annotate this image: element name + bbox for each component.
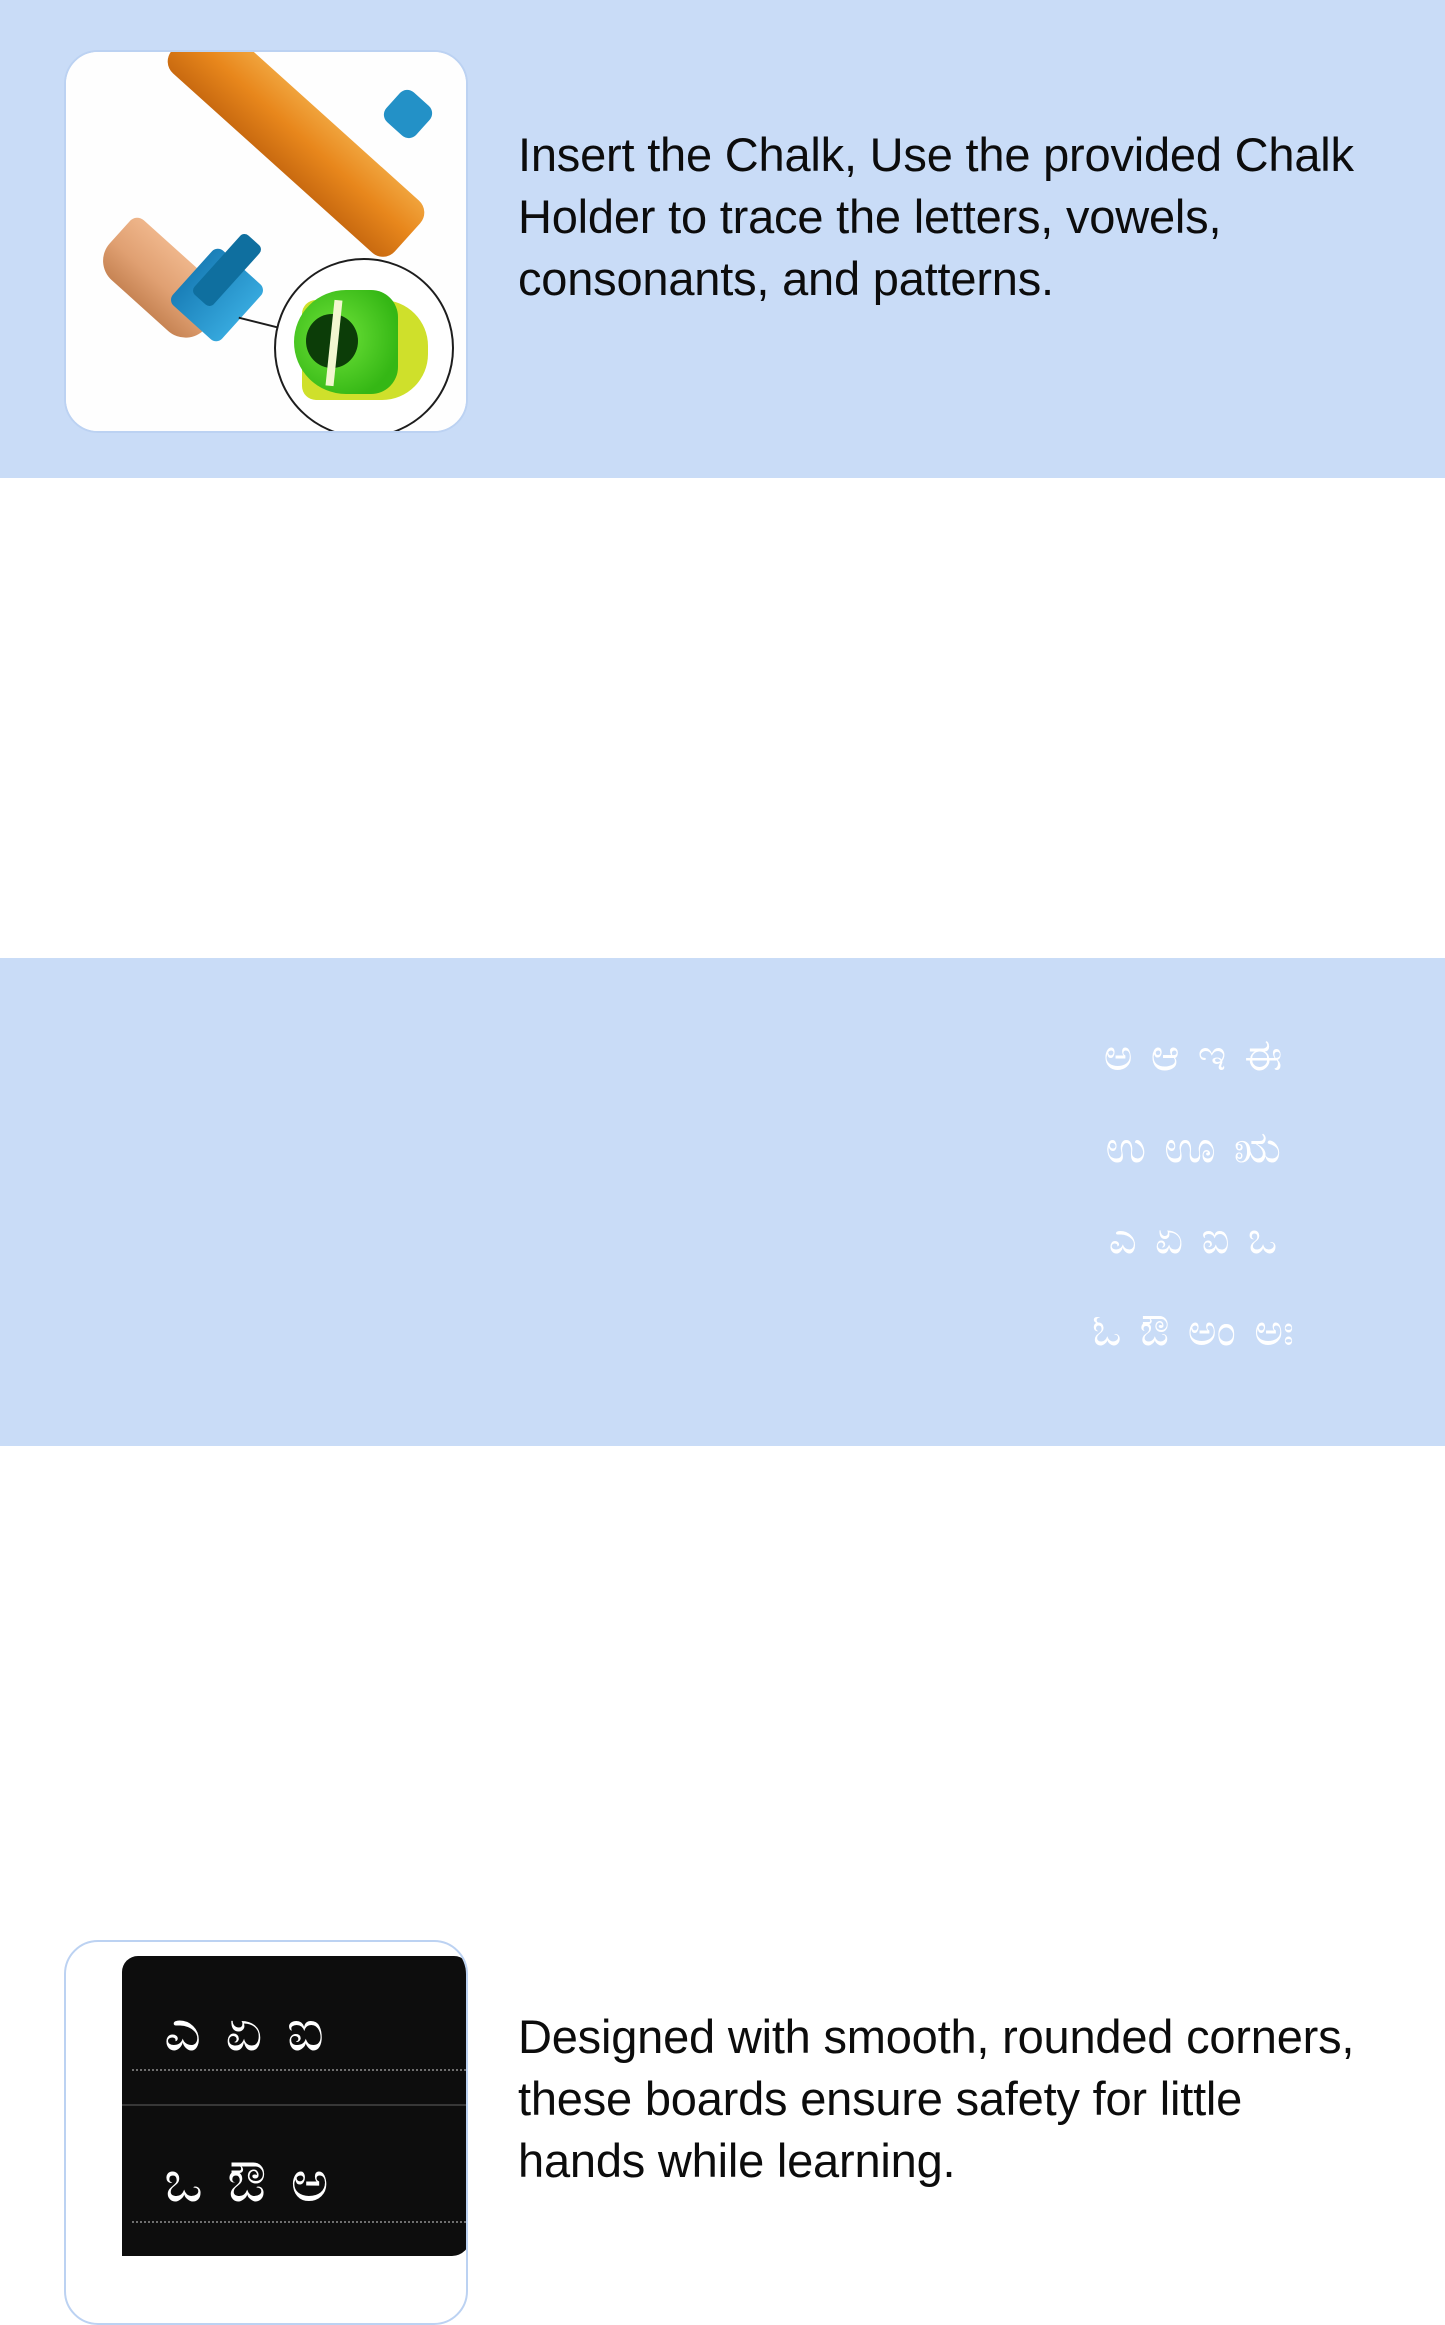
closeup-letter: ಐ [286, 1995, 325, 2064]
grip-zoom-callout [274, 258, 454, 433]
chalk-holder-illustration [66, 52, 466, 431]
section-3-text: Designed with smooth, rounded corners, these boards ensure safety for little hands while learning. [518, 2010, 1355, 2188]
section-rounded-corners [0, 958, 1445, 2215]
chalk-holder-barrel [161, 50, 431, 263]
board-letter: ಅಃ [1254, 1305, 1295, 1357]
chalk-holder-body [88, 80, 448, 410]
closeup-row [122, 1956, 468, 2106]
board-letter: ಓ [1091, 1305, 1122, 1357]
closeup-letter: ಅ [290, 2146, 329, 2215]
board-letter: ಐ [1201, 1213, 1230, 1265]
board-letter: ಔ [1139, 1305, 1170, 1357]
board-letter: ಎ [1108, 1213, 1137, 1265]
closeup-letter: ಔ [226, 2146, 267, 2215]
board-closeup [122, 1956, 468, 2256]
board-closeup-photo [64, 1940, 468, 2325]
board-letter: ಆ [1150, 1029, 1180, 1081]
board-letter: ಏ [1154, 1213, 1184, 1265]
board-letter: ಒ [1247, 1213, 1278, 1265]
board-letter: ಋ [1233, 1121, 1281, 1173]
board-letter: ಅ [1103, 1029, 1133, 1081]
board-letter: ಊ [1164, 1121, 1216, 1173]
closeup-letter: ಎ [164, 1995, 202, 2064]
closeup-row [122, 2106, 468, 2256]
board-letter: ಅಂ [1187, 1305, 1237, 1357]
board-letter: ಉ [1105, 1121, 1147, 1173]
board-letter: ಇ [1197, 1029, 1227, 1081]
section-1-text: Insert the Chalk, Use the provided Chalk Holder to trace the letters, vowels, consonants, and patterns. [518, 128, 1354, 306]
section-practice-daily [0, 478, 1445, 1357]
closeup-letter: ಏ [225, 1995, 263, 2064]
chalk-holder-photo [64, 50, 468, 433]
closeup-letter: ಒ [164, 2146, 203, 2215]
section-insert-chalk [0, 0, 1445, 478]
chalk-holder-cap [380, 86, 436, 142]
board-letter: ಈ [1244, 1029, 1283, 1081]
